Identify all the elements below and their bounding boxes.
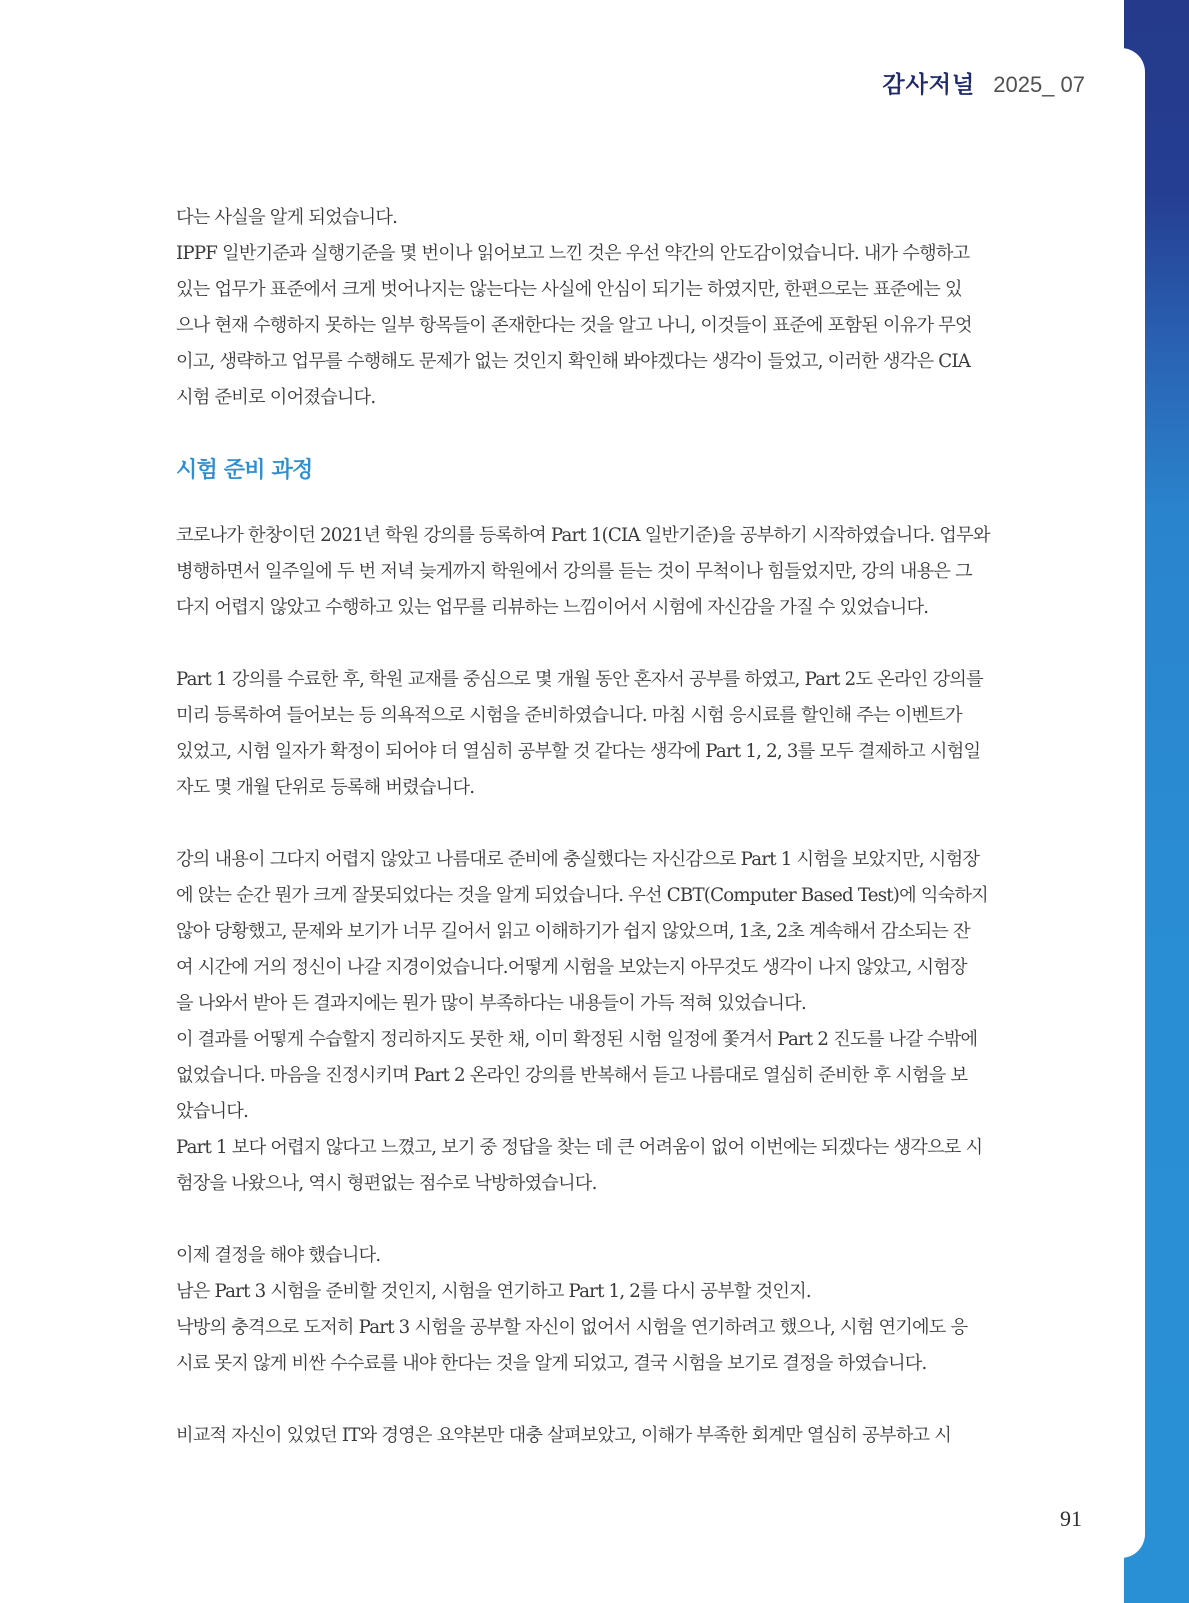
issue-label: 2025_ 07 [993, 72, 1085, 97]
text-line: 없었습니다. 마음을 진정시키며 Part 2 온라인 강의를 반복해서 듣고 나름대로 열심히 준비한 후 시험을 보 [176, 1065, 968, 1086]
text-line: 시험 준비로 이어졌습니다. [176, 387, 376, 408]
paragraph [176, 1418, 1086, 1454]
text-line: Part 1 강의를 수료한 후, 학원 교재를 중심으로 몇 개월 동안 혼자서 공부를 하였고, Part 2도 온라인 강의를 [176, 669, 983, 690]
paragraph [176, 662, 1086, 806]
text-line: 에 앉는 순간 뭔가 크게 잘못되었다는 것을 알게 되었습니다. 우선 CBT(Computer Based Test)에 익숙하지 [176, 885, 988, 906]
paragraph [176, 518, 1086, 626]
paragraph [176, 1238, 1086, 1382]
text-line: 코로나가 한창이던 2021년 학원 강의를 등록하여 Part 1(CIA 일반기준)을 공부하기 시작하였습니다. 업무와 [176, 525, 990, 546]
text-line: 을 나와서 받아 든 결과지에는 뭔가 많이 부족하다는 내용들이 가득 적혀 있었습니다. [176, 993, 806, 1014]
paragraph [176, 842, 1086, 1202]
paragraph [176, 200, 1086, 416]
journal-name: 감사저널 [882, 72, 976, 98]
text-line: 있었고, 시험 일자가 확정이 되어야 더 열심히 공부할 것 같다는 생각에 Part 1, 2, 3를 모두 결제하고 시험일 [176, 741, 981, 762]
text-line: 다는 사실을 알게 되었습니다. [176, 207, 398, 228]
text-line: 시료 못지 않게 비싼 수수료를 내야 한다는 것을 알게 되었고, 결국 시험을 보기로 결정을 하였습니다. [176, 1353, 927, 1374]
page-number: 91 [1060, 1506, 1082, 1531]
text-line: 으나 현재 수행하지 못하는 일부 항목들이 존재한다는 것을 알고 나니, 이것들이 표준에 포함된 이유가 무엇 [176, 315, 972, 336]
text-line: 이고, 생략하고 업무를 수행해도 문제가 없는 것인지 확인해 봐야겠다는 생각이 들었고, 이러한 생각은 CIA [176, 351, 971, 372]
text-line: 여 시간에 거의 정신이 나갈 지경이었습니다.어떻게 시험을 보았는지 아무것도 생각이 나지 않았고, 시험장 [176, 957, 967, 978]
text-line: 미리 등록하여 들어보는 등 의욕적으로 시험을 준비하였습니다. 마침 시험 응시료를 할인해 주는 이벤트가 [176, 705, 962, 726]
text-line: 낙방의 충격으로 도저히 Part 3 시험을 공부할 자신이 없어서 시험을 연기하려고 했으나, 시험 연기에도 응 [176, 1317, 968, 1338]
paragraph-gap [176, 806, 1086, 842]
text-line: 남은 Part 3 시험을 준비할 것인지, 시험을 연기하고 Part 1, 2를 다시 공부할 것인지. [176, 1281, 811, 1302]
text-line: 있는 업무가 표준에서 크게 벗어나지는 않는다는 사실에 안심이 되기는 하였지만, 한편으로는 표준에는 있 [176, 279, 962, 300]
article-body [176, 200, 1086, 1454]
text-line: 이제 결정을 해야 했습니다. [176, 1245, 381, 1266]
text-line: 강의 내용이 그다지 어렵지 않았고 나름대로 준비에 충실했다는 자신감으로 Part 1 시험을 보았지만, 시험장 [176, 849, 980, 870]
page-top-area [0, 0, 1124, 48]
text-line: 않아 당황했고, 문제와 보기가 너무 길어서 읽고 이해하기가 쉽지 않았으며, 1초, 2초 계속해서 감소되는 잔 [176, 921, 970, 942]
exam-prep-section [176, 518, 1086, 1454]
section-title: 시험 준비 과정 [176, 458, 313, 483]
text-line: IPPF 일반기준과 실행기준을 몇 번이나 읽어보고 느낀 것은 우선 약간의 안도감이었습니다. 내가 수행하고 [176, 243, 970, 264]
text-line: 이 결과를 어떻게 수습할지 정리하지도 못한 채, 이미 확정된 시험 일정에 쫓겨서 Part 2 진도를 나갈 수밖에 [176, 1029, 978, 1050]
text-line: 다지 어렵지 않았고 수행하고 있는 업무를 리뷰하는 느낌이어서 시험에 자신감을 가질 수 있었습니다. [176, 597, 929, 618]
text-line: 았습니다. [176, 1101, 249, 1122]
text-line: 험장을 나왔으나, 역시 형편없는 점수로 낙방하였습니다. [176, 1173, 597, 1194]
paragraph-gap [176, 626, 1086, 662]
paragraph-gap [176, 1382, 1086, 1418]
paragraph-gap [176, 1202, 1086, 1238]
intro-section [176, 200, 1086, 416]
text-line: 자도 몇 개월 단위로 등록해 버렸습니다. [176, 777, 475, 798]
page-header [882, 66, 1085, 99]
page-bottom-area [0, 1558, 1124, 1603]
text-line: 병행하면서 일주일에 두 번 저녁 늦게까지 학원에서 강의를 듣는 것이 무척이나 힘들었지만, 강의 내용은 그 [176, 561, 972, 582]
text-line: Part 1 보다 어렵지 않다고 느꼈고, 보기 중 정답을 찾는 데 큰 어려움이 없어 이번에는 되겠다는 생각으로 시 [176, 1137, 983, 1158]
text-line: 비교적 자신이 있었던 IT와 경영은 요약본만 대충 살펴보았고, 이해가 부족한 회계만 열심히 공부하고 시 [176, 1425, 951, 1446]
